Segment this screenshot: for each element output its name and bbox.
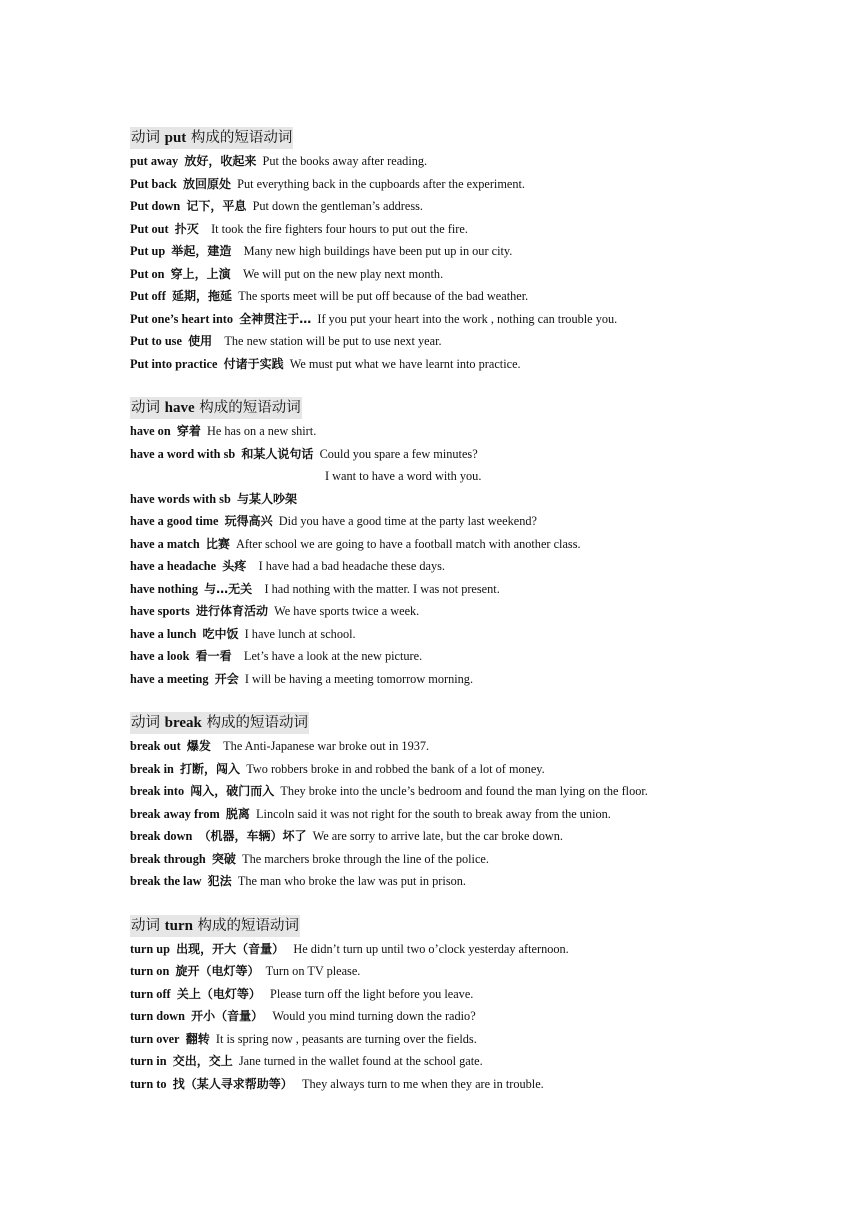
section-heading	[130, 915, 300, 937]
phrase-term: turn on	[130, 964, 170, 978]
phrase-term: Put out	[130, 221, 169, 236]
phrase-meaning: 突破	[211, 851, 236, 866]
phrase-example: We are sorry to arrive late, but the car broke down.	[312, 829, 563, 843]
phrase-meaning: 闯入，破门而入	[190, 784, 275, 798]
document-page	[130, 127, 820, 1117]
phrase-term: turn up	[130, 941, 170, 956]
phrase-meaning: 开小（音量）	[191, 1009, 264, 1023]
phrase-example: Many new high buildings have been put up in our city.	[237, 244, 513, 258]
phrase-example: Two robbers broke in and robbed the bank of a lot of money.	[246, 761, 545, 776]
heading-verb: put	[164, 130, 187, 146]
phrase-term: put away	[130, 154, 179, 168]
phrase-example: The sports meet will be put off because of the bad weather.	[238, 289, 529, 303]
phrase-term: have a word with sb	[130, 446, 236, 461]
phrase-term: have a look	[130, 649, 190, 663]
phrase-entry	[130, 150, 820, 173]
phrase-term: Put to use	[130, 334, 182, 348]
phrase-example: They always turn to me when they are in trouble.	[298, 1076, 544, 1091]
phrase-meaning: 翻转	[185, 1031, 210, 1046]
heading-suffix: 构成的短语动词	[192, 917, 300, 934]
phrase-meaning: 记下，平息	[186, 199, 247, 213]
phrase-entry	[130, 578, 820, 601]
phrase-example: Turn on TV please.	[265, 964, 361, 978]
phrase-example: Jane turned in the wallet found at the school gate.	[238, 1054, 483, 1068]
phrase-example: I have lunch at school.	[244, 626, 356, 641]
phrase-entry	[130, 848, 820, 871]
heading-prefix: 动词	[131, 400, 165, 416]
phrase-entry	[130, 443, 820, 466]
heading-verb: turn	[164, 917, 193, 934]
phrase-example: Please turn off the light before you leave.	[266, 986, 474, 1001]
phrase-term: break in	[130, 761, 174, 776]
phrase-meaning: 头疼	[222, 559, 247, 573]
phrase-meaning: 找（某人寻求帮助等）	[172, 1076, 293, 1091]
phrase-example: Let’s have a look at the new picture.	[237, 649, 423, 663]
phrase-term: turn to	[130, 1076, 167, 1091]
phrase-term: have a headache	[130, 559, 217, 573]
section-heading	[130, 397, 302, 419]
phrase-meaning: 看一看	[195, 649, 232, 663]
phrase-example: After school we are going to have a football match with another class.	[236, 536, 581, 551]
phrase-example: We have sports twice a week.	[274, 604, 420, 618]
phrase-entry	[130, 960, 820, 983]
phrase-example: The new station will be put to use next year.	[218, 334, 442, 348]
phrase-term: break out	[130, 739, 181, 753]
phrase-meaning: 举起，建造	[171, 244, 232, 258]
phrase-entry	[130, 668, 820, 691]
phrase-meaning: 脱离	[225, 806, 250, 821]
phrase-entry	[130, 555, 820, 578]
section-turn	[130, 915, 820, 1096]
section-break	[130, 712, 820, 893]
phrase-meaning: 旋开（电灯等）	[175, 964, 260, 978]
phrase-entry	[130, 330, 820, 353]
phrase-entry	[130, 1028, 820, 1051]
phrase-example: Did you have a good time at the party last weekend?	[278, 514, 537, 528]
phrase-term: Put back	[130, 176, 177, 191]
phrase-example: Put everything back in the cupboards after the experiment.	[237, 176, 525, 191]
phrase-meaning: 爆发	[186, 739, 211, 753]
phrase-term: have on	[130, 424, 171, 438]
phrase-example: If you put your heart into the work , nothing can trouble you.	[317, 311, 618, 326]
phrase-example: The marchers broke through the line of the police.	[242, 851, 489, 866]
section-heading	[130, 712, 309, 734]
phrase-term: break into	[130, 784, 185, 798]
phrase-meaning: （机器，车辆）坏了	[198, 829, 307, 843]
phrase-example: The Anti-Japanese war broke out in 1937.	[217, 739, 430, 753]
phrase-entry	[130, 645, 820, 668]
phrase-term: have a match	[130, 536, 200, 551]
phrase-example-continuation: I want to have a word with you.	[325, 469, 482, 483]
phrase-entry	[130, 240, 820, 263]
section-have	[130, 397, 820, 690]
phrase-term: Put off	[130, 289, 166, 303]
phrase-term: break down	[130, 829, 193, 843]
phrase-entry	[130, 780, 820, 803]
phrase-term: turn off	[130, 986, 171, 1001]
phrase-meaning: 与…无关	[204, 581, 253, 596]
phrase-example: I have had a bad headache these days.	[252, 559, 445, 573]
phrase-example: The man who broke the law was put in prison.	[237, 874, 466, 888]
phrase-term: have nothing	[130, 581, 198, 596]
phrase-meaning: 延期，拖延	[172, 289, 233, 303]
phrase-example: It took the fire fighters four hours to put out the fire.	[204, 221, 468, 236]
heading-verb: break	[164, 715, 202, 731]
phrase-term: break away from	[130, 806, 220, 821]
phrase-meaning: 玩得高兴	[224, 514, 273, 528]
heading-suffix: 构成的短语动词	[186, 130, 293, 146]
phrase-meaning: 放好，收起来	[184, 154, 257, 168]
phrase-term: have words with sb	[130, 491, 231, 506]
phrase-example: Put down the gentleman’s address.	[252, 199, 423, 213]
phrase-entry	[130, 420, 820, 443]
phrase-entry	[130, 983, 820, 1006]
phrase-entry	[130, 825, 820, 848]
phrase-entry	[130, 938, 820, 961]
phrase-example: He didn’t turn up until two o’clock yesterday afternoon.	[290, 941, 569, 956]
phrase-meaning: 全神贯注于…	[239, 311, 312, 326]
phrase-entry	[130, 735, 820, 758]
phrase-example: I will be having a meeting tomorrow morning.	[244, 671, 474, 686]
phrase-example: Put the books away after reading.	[262, 154, 428, 168]
heading-prefix: 动词	[131, 715, 165, 731]
phrase-entry	[130, 870, 820, 893]
phrase-entry	[130, 173, 820, 196]
phrase-entry	[130, 488, 820, 511]
phrase-entry	[130, 803, 820, 826]
phrase-meaning: 进行体育活动	[195, 604, 268, 618]
phrase-meaning: 吃中饭	[202, 626, 239, 641]
phrase-meaning: 比赛	[205, 536, 230, 551]
phrase-entry	[130, 195, 820, 218]
phrase-meaning: 交出，交上	[172, 1054, 233, 1068]
phrase-example: Would you mind turning down the radio?	[269, 1009, 476, 1023]
phrase-term: Put down	[130, 199, 181, 213]
phrase-meaning: 打断，闯入	[180, 761, 241, 776]
phrase-meaning: 扑灭	[174, 221, 199, 236]
phrase-term: break through	[130, 851, 206, 866]
heading-prefix: 动词	[131, 130, 165, 146]
phrase-term: turn over	[130, 1031, 180, 1046]
phrase-term: Put up	[130, 244, 166, 258]
phrase-term: break the law	[130, 874, 202, 888]
phrase-entry	[130, 218, 820, 241]
phrase-example: He has on a new shirt.	[206, 424, 317, 438]
phrase-example: Lincoln said it was not right for the south to break away from the union.	[256, 806, 611, 821]
phrase-example: It is spring now , peasants are turning over the fields.	[215, 1031, 477, 1046]
phrase-term: have a good time	[130, 514, 219, 528]
phrase-entry	[130, 758, 820, 781]
phrase-meaning: 出现，开大（音量）	[176, 941, 285, 956]
phrase-entry	[130, 533, 820, 556]
phrase-entry	[130, 510, 820, 533]
phrase-example: They broke into the uncle’s bedroom and found the man lying on the floor.	[280, 784, 648, 798]
phrase-example: We will put on the new play next month.	[236, 266, 444, 281]
phrase-meaning: 开会	[214, 671, 239, 686]
phrase-entry	[130, 308, 820, 331]
phrase-term: turn down	[130, 1009, 186, 1023]
phrase-meaning: 使用	[188, 334, 213, 348]
phrase-meaning: 付诸于实践	[223, 356, 284, 371]
phrase-term: Put one’s heart into	[130, 311, 234, 326]
phrase-meaning: 和某人说句话	[241, 446, 314, 461]
section-put	[130, 127, 820, 375]
phrase-example: I had nothing with the matter. I was not present.	[258, 581, 500, 596]
heading-verb: have	[164, 400, 195, 416]
phrase-term: have a meeting	[130, 671, 209, 686]
phrase-entry	[130, 353, 820, 376]
heading-prefix: 动词	[131, 917, 165, 934]
phrase-meaning: 穿上，上演	[170, 266, 231, 281]
phrase-entry	[130, 600, 820, 623]
phrase-term: have sports	[130, 604, 190, 618]
phrase-meaning: 与某人吵架	[236, 491, 297, 506]
phrase-entry	[130, 623, 820, 646]
phrase-entry	[130, 285, 820, 308]
phrase-entry	[130, 1005, 820, 1028]
phrase-meaning: 放回原处	[182, 176, 231, 191]
phrase-meaning: 穿着	[176, 424, 201, 438]
phrase-meaning: 犯法	[207, 874, 232, 888]
phrase-term: Put into practice	[130, 356, 218, 371]
heading-suffix: 构成的短语动词	[194, 400, 301, 416]
phrase-meaning: 关上（电灯等）	[176, 986, 261, 1001]
phrase-entry	[130, 1050, 820, 1073]
phrase-example: Could you spare a few minutes?	[319, 446, 478, 461]
phrase-term: Put on	[130, 266, 165, 281]
section-heading	[130, 127, 293, 149]
phrase-term: turn in	[130, 1054, 167, 1068]
phrase-entry	[130, 1073, 820, 1096]
heading-suffix: 构成的短语动词	[201, 715, 308, 731]
phrase-example: We must put what we have learnt into practice.	[289, 356, 521, 371]
phrase-entry	[130, 263, 820, 286]
phrase-term: have a lunch	[130, 626, 197, 641]
